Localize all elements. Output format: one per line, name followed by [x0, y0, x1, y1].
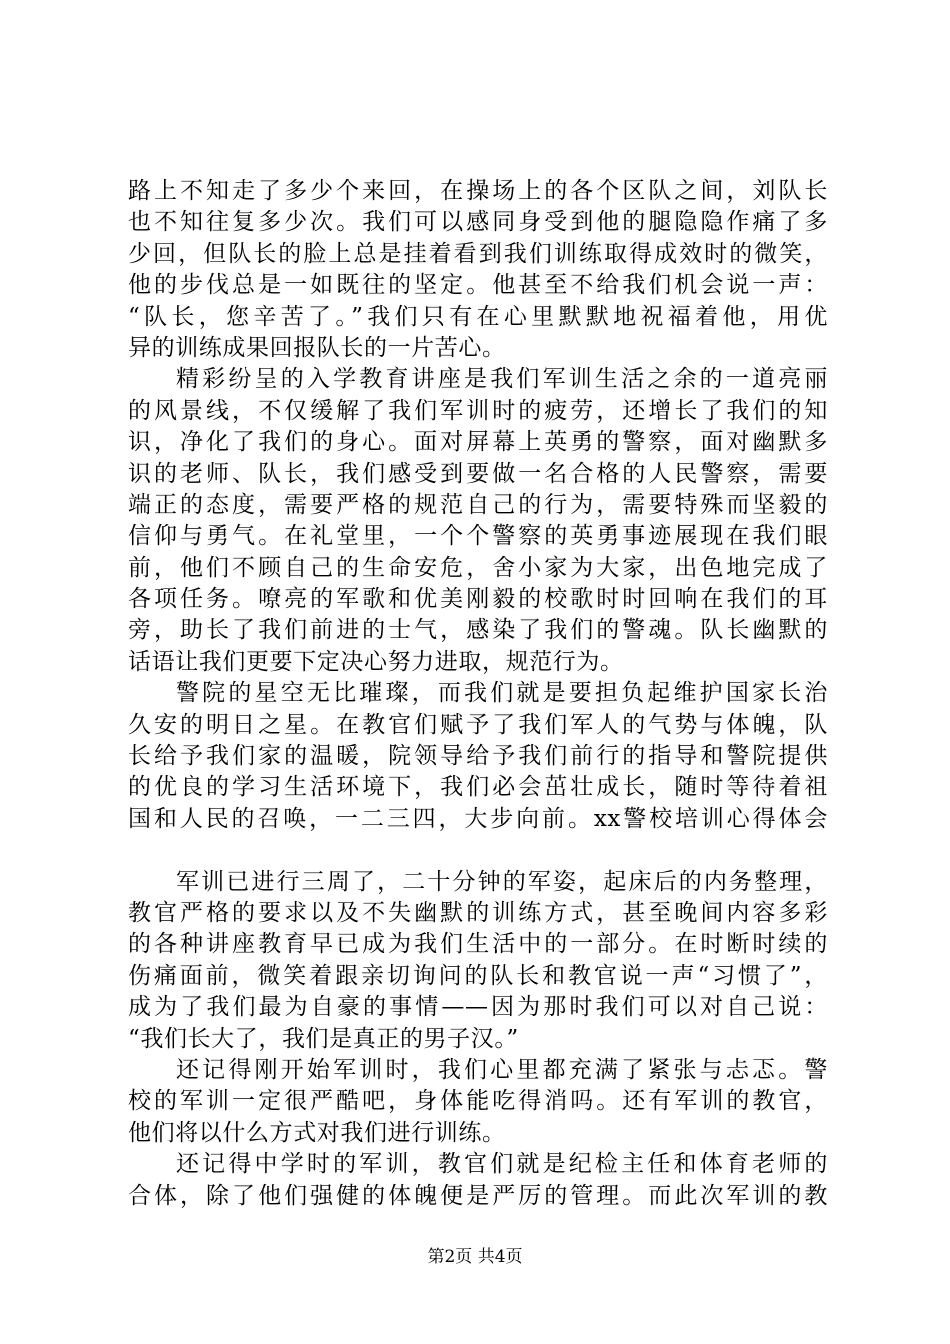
- text-line: 他的步伐总是一如既往的坚定。他甚至不给我们机会说一声：: [128, 272, 828, 299]
- text-line: 精彩纷呈的入学教育讲座是我们军训生活之余的一道亮丽: [176, 366, 828, 393]
- text-line: 长给予我们家的温暖，院领导给予我们前行的指导和警院提供: [128, 743, 828, 770]
- text-line: 前，他们不顾自己的生命安危，舍小家为大家，出色地完成了: [128, 554, 828, 581]
- page-footer: [0, 1242, 950, 1267]
- text-line: 的各种讲座教育早已成为我们生活中的一部分。在时断时续的: [128, 931, 828, 958]
- text-line: 识的老师、队长，我们感受到要做一名合格的人民警察，需要: [128, 460, 828, 487]
- text-line: 信仰与勇气。在礼堂里，一个个警察的英勇事迹展现在我们眼: [128, 523, 828, 550]
- text-line: 识，净化了我们的身心。面对屏幕上英勇的警察，面对幽默多: [128, 429, 828, 456]
- text-line: 路上不知走了多少个来回，在操场上的各个区队之间，刘队长: [128, 178, 828, 204]
- text-line: 还记得中学时的军训，教官们就是纪检主任和体育老师的: [176, 1151, 828, 1178]
- page-number: 第2页 共4页: [427, 1247, 523, 1267]
- text-line: 异的训练成果回报队长的一片苦心。: [128, 334, 506, 361]
- text-line: 教官严格的要求以及不失幽默的训练方式，甚至晚间内容多彩: [128, 899, 828, 926]
- text-line: 的优良的学习生活环境下，我们必会茁壮成长，随时等待着祖: [128, 774, 828, 801]
- paragraph: [128, 1149, 828, 1212]
- text-line: 成为了我们最为自豪的事情——因为那时我们可以对自己说：: [128, 994, 828, 1021]
- text-line: 话语让我们更要下定决心努力进取，规范行为。: [128, 648, 624, 675]
- paragraph: [128, 176, 828, 364]
- text-line: 少回，但队长的脸上总是挂着看到我们训练取得成效时的微笑，: [128, 240, 828, 267]
- text-line: 还记得刚开始军训时，我们心里都充满了紧张与忐忑。警: [176, 1056, 828, 1083]
- paragraph: [128, 678, 828, 835]
- text-line: 各项任务。嘹亮的军歌和优美刚毅的校歌时时回响在我们的耳: [128, 586, 828, 613]
- text-line: 旁，助长了我们前进的士气，感染了我们的警魂。队长幽默的: [128, 617, 828, 644]
- text-line: 他们将以什么方式对我们进行训练。: [128, 1119, 506, 1146]
- text-line: 伤痛面前，微笑着跟亲切询问的队长和教官说一声“习惯了”，: [128, 962, 828, 989]
- paragraph: [128, 867, 828, 1055]
- blank-line: [128, 835, 828, 866]
- text-line: 国和人民的召唤，一二三四，大步向前。xx警校培训心得体会: [128, 805, 828, 832]
- document-body: [128, 176, 828, 1212]
- text-line: 合体，除了他们强健的体魄便是严厉的管理。而此次军训的教: [128, 1182, 828, 1209]
- text-line: “队长，您辛苦了。”我们只有在心里默默地祝福着他，用优: [128, 303, 828, 330]
- text-line: 端正的态度，需要严格的规范自己的行为，需要特殊而坚毅的: [128, 491, 828, 518]
- text-line: 校的军训一定很严酷吧，身体能吃得消吗。还有军训的教官，: [128, 1088, 828, 1115]
- text-line: 军训已进行三周了，二十分钟的军姿，起床后的内务整理，: [176, 868, 828, 895]
- text-line: 警院的星空无比璀璨，而我们就是要担负起维护国家长治: [176, 680, 828, 707]
- text-line: 久安的明日之星。在教官们赋予了我们军人的气势与体魄，队: [128, 711, 828, 738]
- paragraph: [128, 364, 828, 678]
- text-line: 的风景线，不仅缓解了我们军训时的疲劳，还增长了我们的知: [128, 397, 828, 424]
- text-line: “我们长大了，我们是真正的男子汉。”: [128, 1025, 519, 1052]
- text-line: 也不知往复多少次。我们可以感同身受到他的腿隐隐作痛了多: [128, 209, 828, 236]
- paragraph: [128, 1055, 828, 1149]
